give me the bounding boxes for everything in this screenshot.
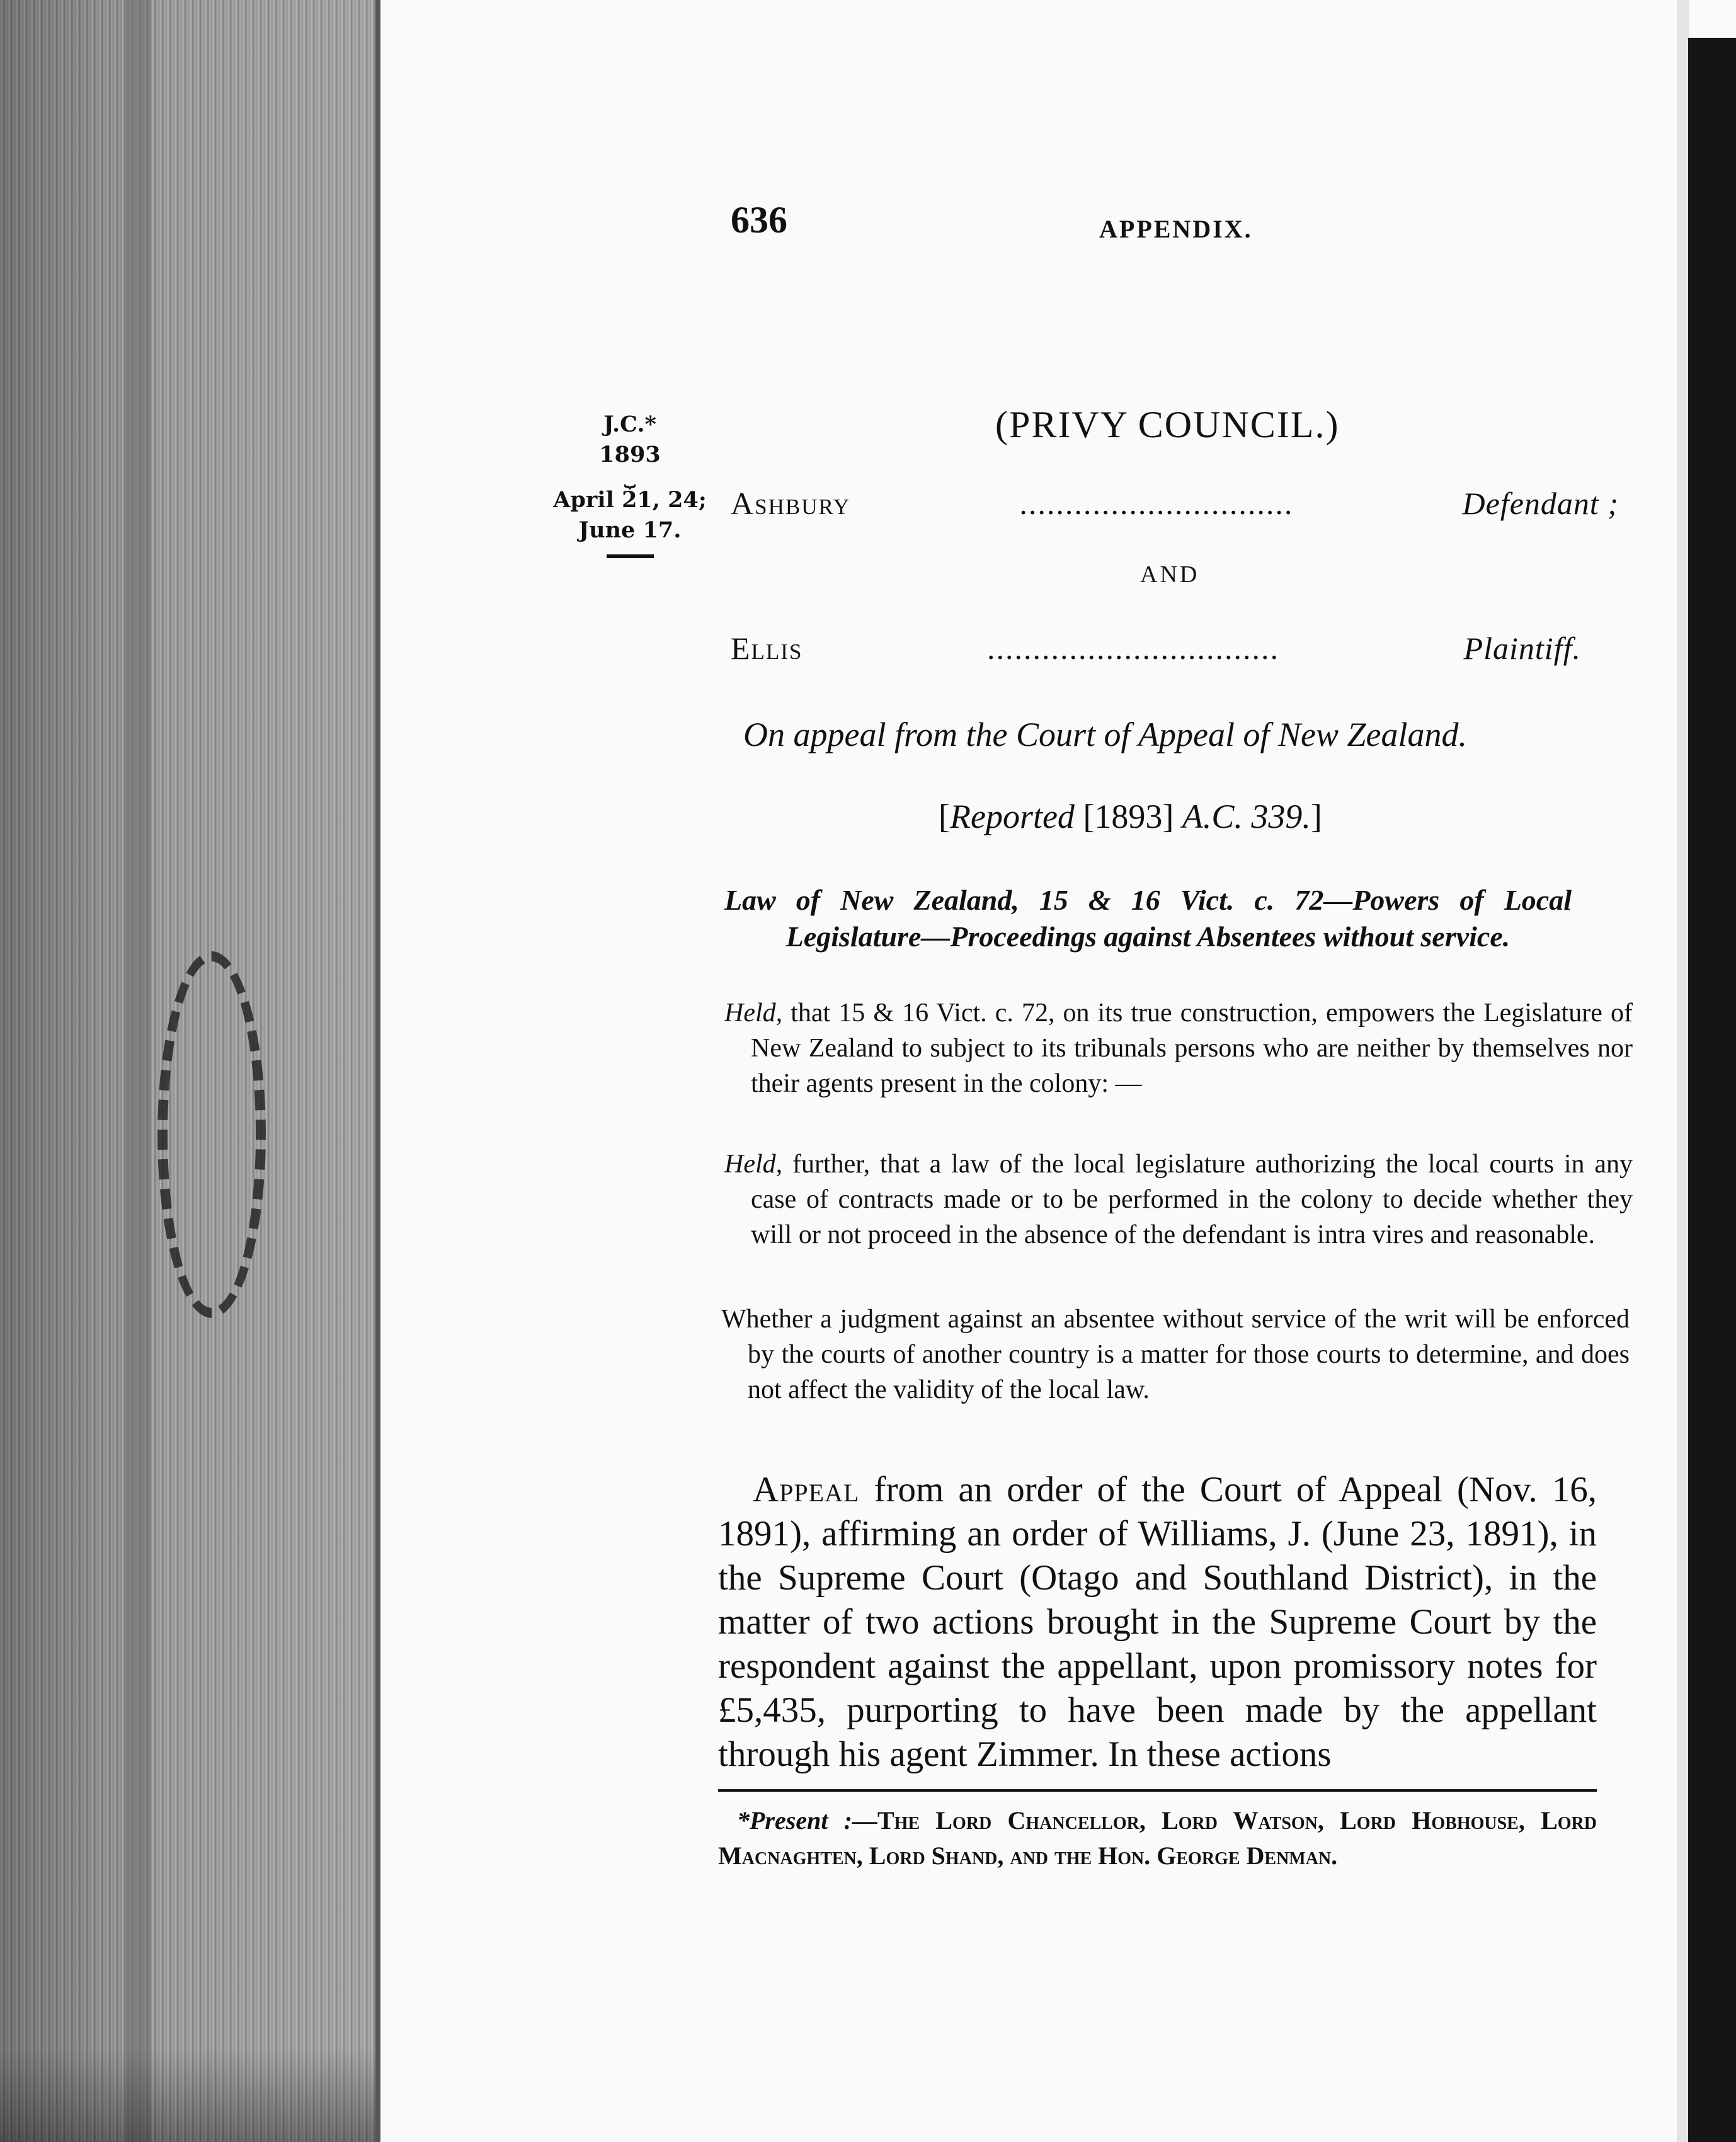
party-plaintiff bbox=[731, 630, 1581, 667]
holding-paragraph bbox=[724, 995, 1633, 1101]
holding-lead: Held, bbox=[724, 999, 783, 1028]
party-role: Defendant ; bbox=[1462, 486, 1619, 521]
holding-paragraph bbox=[721, 1302, 1630, 1407]
reported-year: [1893] bbox=[1083, 798, 1174, 835]
footnote-lead: *Present :— bbox=[737, 1806, 877, 1835]
and-separator: AND bbox=[1140, 561, 1200, 588]
appeal-from-note: On appeal from the Court of Appeal of New Zealand. bbox=[743, 716, 1467, 753]
leader-dots: .............................. bbox=[1019, 486, 1294, 521]
leader-dots: ................................ bbox=[987, 631, 1279, 666]
holding-paragraph bbox=[724, 1147, 1633, 1252]
holding-text: further, that a law of the local legislature authorizing the local courts in any case of contracts made or to be performed in the colony to decide whether they will or not proceed in the absence of the defendant is intra vires and reasonable. bbox=[751, 1150, 1633, 1249]
right-page-gap bbox=[1677, 0, 1689, 2142]
library-stamp bbox=[157, 951, 266, 1318]
bracket-open: [ bbox=[939, 798, 950, 835]
bottom-shadow bbox=[0, 2048, 378, 2142]
court-title: (PRIVY COUNCIL.) bbox=[995, 404, 1340, 445]
judgment-date: June 17. bbox=[578, 517, 682, 543]
body-lead: Appeal bbox=[753, 1470, 860, 1509]
party-name: Ellis bbox=[731, 631, 803, 666]
running-head: APPENDIX. bbox=[1099, 215, 1253, 243]
footnote bbox=[718, 1803, 1597, 1874]
margin-rule bbox=[607, 554, 654, 558]
body-paragraph bbox=[718, 1468, 1597, 1777]
reported-cite: A.C. 339. bbox=[1182, 798, 1311, 835]
catchwords: Law of New Zealand, 15 & 16 Vict. c. 72—Powers of Local Legislature—Proceedings against Absentees without service. bbox=[724, 884, 1572, 953]
footnote-text: The Lord Chancellor, Lord Watson, Lord Hobhouse, Lord Macnaghten, Lord Shand, and the Hon. George Denman. bbox=[718, 1806, 1597, 1870]
bracket-close: ] bbox=[1310, 798, 1322, 835]
page-number: 636 bbox=[731, 199, 787, 241]
page-left-border bbox=[375, 0, 380, 2142]
holding-text: that 15 & 16 Vict. c. 72, on its true construction, empowers the Legislature of New Zealand to subject to its tribunals persons who are neither by themselves nor their agents present in the colony: — bbox=[751, 999, 1633, 1098]
margin-note bbox=[535, 410, 724, 558]
party-name: Ashbury bbox=[731, 486, 851, 521]
right-dark-margin bbox=[1688, 38, 1736, 2142]
report-citation bbox=[939, 797, 1322, 836]
court-code: J.C.* bbox=[603, 411, 656, 437]
brace-mark: ⏟ bbox=[624, 466, 636, 488]
party-defendant bbox=[731, 485, 1619, 522]
hearing-dates: April 21, 24; bbox=[553, 487, 707, 513]
margin-year: 1893 bbox=[599, 442, 661, 467]
body-text: from an order of the Court of Appeal (Nov. 16, 1891), affirming an order of Williams, J. (June 23, 1891), in the Supreme Court (Otago and Southland District), in the matter of two actions brought in the Supreme Court by the respondent against the appellant, upon promissory notes for £5,435, purporting to have been made by the appellant through his agent Zimmer. In these actions bbox=[718, 1470, 1597, 1774]
reported-label: Reported bbox=[949, 798, 1075, 835]
footnote-rule bbox=[718, 1789, 1597, 1792]
holding-lead: Held, bbox=[724, 1150, 783, 1179]
party-role: Plaintiff. bbox=[1463, 631, 1581, 666]
holding-text: Whether a judgment against an absentee without service of the writ will be enforced by the courts of another country is a matter for those courts to determine, and does not affect the validity of the local law. bbox=[721, 1305, 1630, 1404]
